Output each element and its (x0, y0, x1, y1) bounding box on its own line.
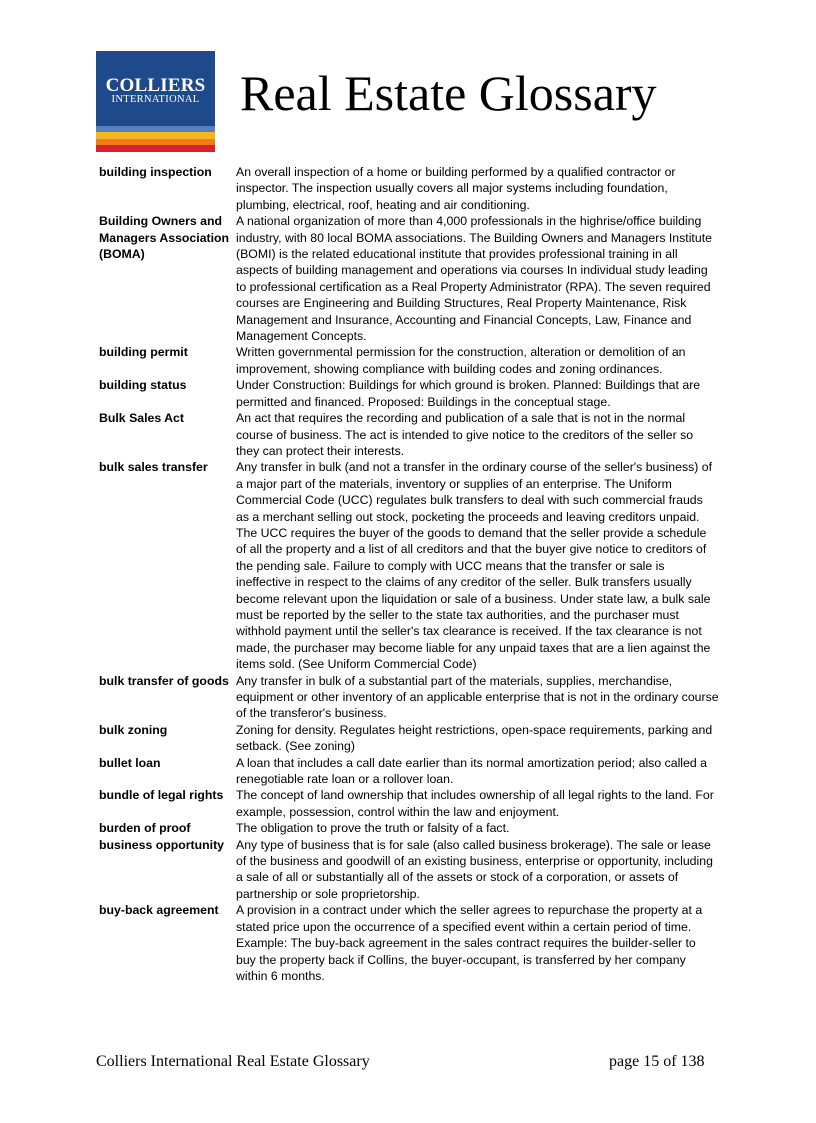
glossary-entry (99, 755, 719, 788)
logo-wordmark: COLLIERS (105, 75, 206, 96)
glossary-entry (99, 164, 719, 213)
glossary-entry (99, 673, 719, 722)
glossary-entry (99, 902, 719, 984)
footer-document-title: Colliers International Real Estate Glossary (96, 1053, 370, 1070)
glossary-entry (99, 344, 719, 377)
glossary-entry (99, 820, 719, 836)
glossary-term: building status (99, 378, 187, 393)
glossary-entry (99, 213, 719, 344)
glossary-entry (99, 837, 719, 903)
glossary-term: bulk zoning (99, 722, 168, 737)
glossary-term: buy-back agreement (99, 903, 219, 918)
glossary-definition: Written governmental permission for the construction, alteration or demolition of an improvement, showing compliance with building codes and zoning ordinances. (236, 345, 686, 376)
glossary-definition: Zoning for density. Regulates height restrictions, open-space requirements, parking and setback. (See zoning) (236, 722, 713, 754)
glossary-definition: Any type of business that is for sale (also called business brokerage). The sale or lease of the business and goodwill of an existing business, enterprise or opportunity, including a sale of all or substantially all of the assets or stock of a corporation, or assets of partnership or sole proprietorship. (236, 837, 713, 901)
glossary-term: Building Owners and Managers Association (BOMA) (99, 214, 230, 262)
colliers-logo (96, 51, 215, 152)
logo-stripe-red (96, 145, 215, 152)
glossary-term: bullet loan (99, 755, 161, 770)
glossary-entry (99, 410, 719, 459)
glossary-term: bulk sales transfer (99, 460, 208, 475)
glossary-term: building permit (99, 345, 188, 360)
logo-subtitle: INTERNATIONAL (111, 94, 200, 105)
glossary-term: bundle of legal rights (99, 788, 224, 803)
glossary-definition: Under Construction: Buildings for which ground is broken. Planned: Buildings that are permitted and financed. Proposed: Buildings in the conceptual stage. (236, 378, 701, 409)
glossary-entries (99, 164, 719, 984)
glossary-entry (99, 787, 719, 820)
glossary-definition: A provision in a contract under which the seller agrees to repurchase the property at a stated price upon the occurrence of a specified event within a certain period of time. Example: The buy-back agreement in the sales contract requires the builder-seller to buy the property back if Collins, the buyer-occupant, is transferred by her company within 6 months. (236, 903, 703, 983)
glossary-term: bulk transfer of goods (99, 673, 229, 688)
footer-page-number: page 15 of 138 (609, 1053, 705, 1070)
logo-stripe-yellow (96, 132, 215, 139)
glossary-term: burden of proof (99, 821, 191, 836)
glossary-term: Bulk Sales Act (99, 411, 184, 426)
glossary-definition: A loan that includes a call date earlier than its normal amortization period; also called a renegotiable rate loan or a rollover loan. (236, 755, 707, 787)
glossary-definition: Any transfer in bulk of a substantial part of the materials, supplies, merchandise, equipment or other inventory of an applicable enterprise that is not in the ordinary course of the transferor's business. (236, 673, 719, 721)
glossary-entry (99, 377, 719, 410)
glossary-entry (99, 459, 719, 672)
glossary-definition: Any transfer in bulk (and not a transfer in the ordinary course of the seller's business) of a major part of the materials, inventory or supplies of an enterprise. The Uniform Commercial Code (UCC) regulates bulk transfers to deal with such commercial frauds as a merchant selling out stock, pocketing the proceeds and leaving creditors unpaid. The UCC requires the buyer of the goods to demand that the seller provide a schedule of all the property and a list of all creditors and that the buyer give notice to creditors of the pending sale. Failure to comply with UCC means that the transfer or sale is ineffective in respect to the claims of any creditor of the seller. Bulk transfers usually become relevant upon the liquidation or sale of a business. Under state law, a bulk sale must be reported by the seller to the state tax authorities, and the purchaser must withhold payment until the seller's tax clearance is received. If the tax clearance is not made, the purchaser may become liable for any unpaid taxes that are a lien against the items sold. (See Uniform Commercial Code) (236, 460, 713, 672)
glossary-definition: The concept of land ownership that includes ownership of all legal rights to the land. For example, possession, control within the law and enjoyment. (236, 788, 714, 819)
glossary-definition: A national organization of more than 4,000 professionals in the highrise/office building industry, with 80 local BOMA associations. The Building Owners and Managers Institute (BOMI) is the related educational institute that provides professional training in all aspects of building management and operations via courses In individual study leading to professional certification as a Real Property Administrator (RPA). The seven required courses are Engineering and Building Structures, Real Property Maintenance, Risk Management and Insurance, Accounting and Financial Concepts, Law, Finance and Management Concepts. (236, 214, 712, 344)
glossary-term: business opportunity (99, 837, 225, 852)
glossary-entry (99, 722, 719, 755)
glossary-term: building inspection (99, 165, 212, 179)
page-title: Real Estate Glossary (240, 65, 657, 121)
glossary-definition: An overall inspection of a home or building performed by a qualified contractor or inspector. The inspection usually covers all major systems including foundation, plumbing, electrical, roof, heating and air conditioning. (236, 165, 676, 212)
glossary-definition: An act that requires the recording and publication of a sale that is not in the normal course of business. The act is intended to give notice to the creditors of the seller so they can protect their interests. (236, 411, 694, 458)
glossary-definition: The obligation to prove the truth or falsity of a fact. (236, 821, 510, 836)
